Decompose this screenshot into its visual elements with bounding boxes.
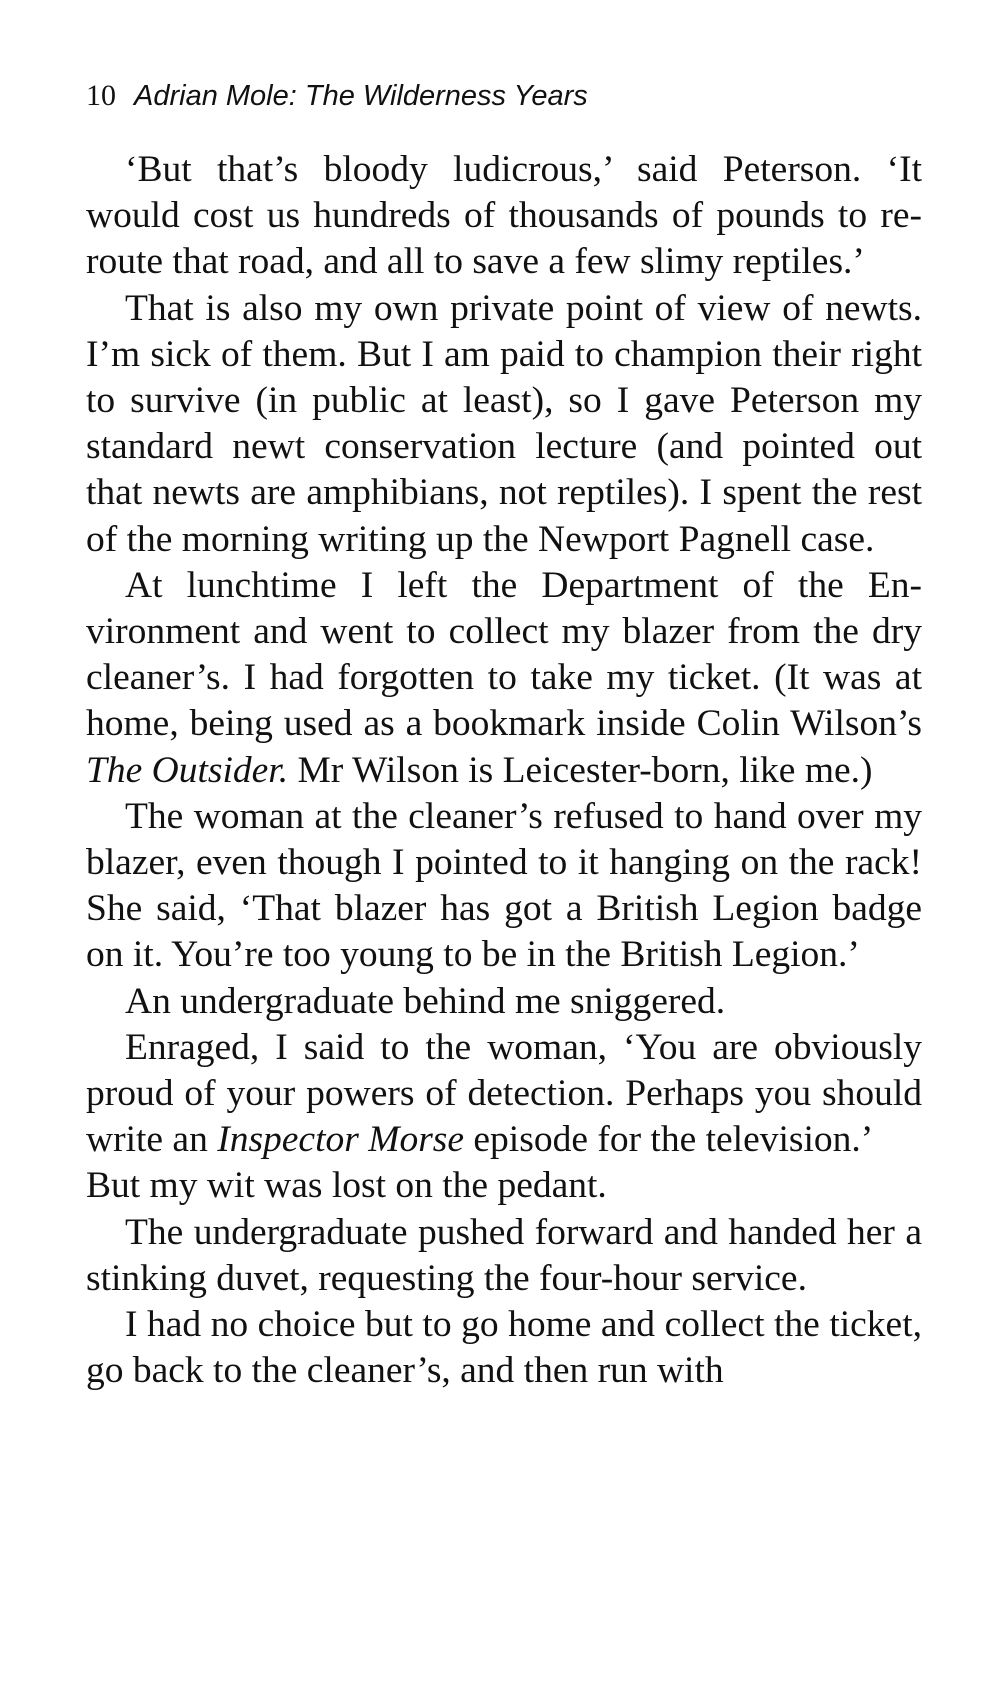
book-title: Adrian Mole: The Wilderness Years [134, 80, 588, 112]
body-text [86, 147, 922, 1394]
paragraph-wit-lost: But my wit was lost on the pedant. [86, 1165, 607, 1207]
page-number: 10 [86, 79, 116, 112]
paragraph-no-choice: I had no choice but to go home and collect the ticket, go back to the cleaner’s, and then run with [86, 1304, 922, 1392]
running-head [86, 76, 588, 116]
book-title-the-outsider: The Outsider. [86, 749, 289, 791]
paragraph-lunchtime-text-a: At lunchtime I left the Department of the Environment and went to collect my blazer from the dry cleaner’s. I had forgotten to take my ticket. (It was at home, being used as a bookmark inside Colin Wilson’s [86, 564, 922, 745]
paragraph-newts: That is also my own private point of view of newts. I’m sick of them. But I am paid to champion their right to survive (in public at least), so I gave Peterson my standard newt conservation lecture (and pointed out that newts are amphibians, not reptiles). I spent the rest of the morning writing up the Newport Pagnell case. [86, 287, 922, 560]
paragraph-undergraduate-sniggered: An undergraduate behind me sniggered. [125, 980, 726, 1022]
tv-title-inspector-morse: Inspector Morse [217, 1119, 465, 1161]
paragraph-duvet: The undergraduate pushed forward and handed her a stinking duvet, requesting the four-hour service. [86, 1211, 922, 1299]
paragraph-peterson-quote: ‘But that’s bloody ludicrous,’ said Peterson. ‘It would cost us hundreds of thousands of pounds to re-route that road, and all to save a few slimy reptiles.’ [86, 149, 922, 283]
paragraph-lunchtime-text-b: Mr Wilson is Leicester-born, like me.) [288, 749, 873, 791]
paragraph-enraged [86, 1025, 922, 1164]
paragraph-lunchtime [86, 563, 922, 794]
paragraph-enraged-text-a: Enraged, I said to the woman, ‘You are obviously proud of your powers of detection. Perhaps you should write an [86, 1026, 922, 1161]
paragraph-enraged-text-b: episode for the television.’ [464, 1119, 874, 1161]
paragraph-cleaner-woman: The woman at the cleaner’s refused to hand over my blazer, even though I pointed to it hanging on the rack! She said, ‘That blazer has got a British Legion badge on it. You’re too young to be in the British Legion.’ [86, 795, 922, 976]
